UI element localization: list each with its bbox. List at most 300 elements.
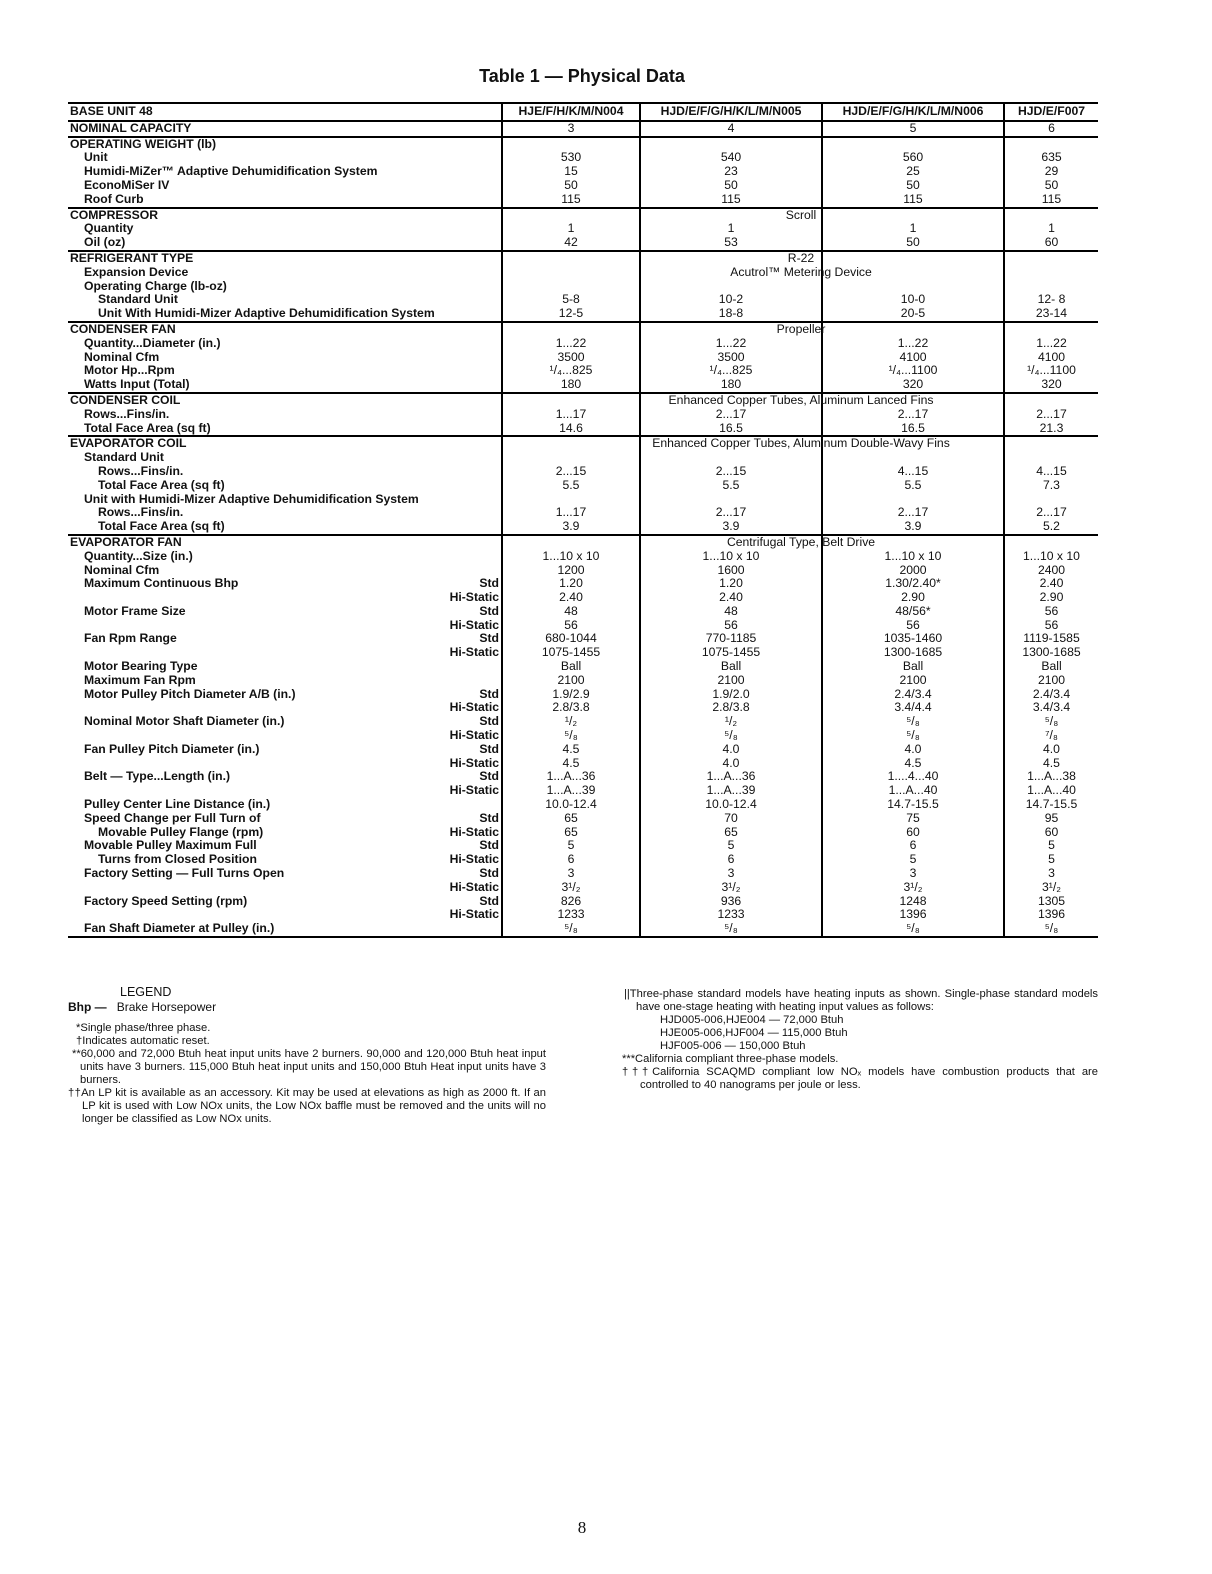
row-label: OPERATING WEIGHT (lb) <box>70 136 217 151</box>
cell-value: 1...22 <box>897 335 929 350</box>
footnote-list-item: HJD005-006,HJE004 — 72,000 Btuh <box>660 1014 844 1026</box>
header-col-004: HJE/F/H/K/M/N004 <box>502 103 640 121</box>
spanning-value: Enhanced Copper Tubes, Aluminum Double-Wavy Fins <box>652 436 950 451</box>
cell-value: 1...A...39 <box>546 783 596 798</box>
cell-value: 4.5 <box>904 755 922 770</box>
row-label: Hi-Static <box>449 590 499 605</box>
row-label: Rows...Fins/in. <box>98 505 184 520</box>
row-label: Motor Hp...Rpm <box>84 363 175 378</box>
cell-value: 115 <box>903 191 923 206</box>
cell-value: 50 <box>564 177 578 192</box>
value-cell <box>640 535 822 937</box>
cell-value: Ball <box>560 659 582 674</box>
row-label: Operating Charge (lb-oz) <box>84 278 227 293</box>
cell-value: 1 <box>727 221 735 236</box>
row-label: REFRIGERANT TYPE <box>70 250 194 265</box>
row-label: Hi-Static <box>449 617 499 632</box>
cell-value: 14.7-15.5 <box>1025 797 1078 812</box>
cell-value: 1 <box>567 221 575 236</box>
row-label: COMPRESSOR <box>70 207 159 222</box>
row-label: Expansion Device <box>84 264 189 279</box>
cell-value: 3 <box>567 866 575 881</box>
cell-value: 53 <box>724 235 738 250</box>
cell-value: 3 <box>909 866 917 881</box>
cell-value: 2100 <box>1037 672 1066 687</box>
value-cell <box>502 137 640 208</box>
cell-value: 4...15 <box>897 463 929 478</box>
right-notes-block <box>622 988 1098 1092</box>
footnote-list-item: HJE005-006,HJF004 — 115,000 Btuh <box>660 1027 848 1039</box>
cell-value: 15 <box>564 164 578 179</box>
row-label: Nominal Cfm <box>84 349 160 364</box>
cell-value: ⁵/₈ <box>724 728 738 743</box>
footnote: †Indicates automatic reset. <box>76 1035 210 1047</box>
cell-value: 50 <box>1044 177 1059 192</box>
cell-value: ⁵/₈ <box>1044 921 1059 936</box>
cell-value: 65 <box>724 824 738 839</box>
cell-value: 1 <box>1048 221 1055 236</box>
row-label: Oil (oz) <box>84 235 126 250</box>
cell-value: 29 <box>1044 164 1059 179</box>
cell-value: 2400 <box>1037 562 1066 577</box>
cell-value: 5.5 <box>722 477 740 492</box>
row-label: Fan Rpm Range Std <box>84 631 499 646</box>
cell-value: 1300-1685 <box>1022 645 1081 660</box>
spanning-value: R-22 <box>787 250 815 265</box>
row-label-cell <box>68 436 502 535</box>
row-label-cell <box>68 322 502 393</box>
cell-value: 1 <box>909 221 917 236</box>
cell-value: ⁵/₈ <box>564 728 578 743</box>
cell-value: 5 <box>1048 852 1055 867</box>
cell-value: ¹/₄...1100 <box>1027 363 1076 378</box>
cell-value <box>1007 451 1096 465</box>
cell-value: 10-2 <box>718 292 744 307</box>
spanning-value: Scroll <box>785 207 817 222</box>
cell-value <box>505 493 637 507</box>
cell-value: ¹/₂ <box>724 714 738 729</box>
cell-value: 1.20 <box>719 576 743 591</box>
row-label: Motor Bearing Type <box>84 659 198 674</box>
cell-value: 1075-1455 <box>701 645 761 660</box>
cell-value: 50 <box>906 177 920 192</box>
row-label: Unit <box>84 150 108 165</box>
cell-value: ⁵/₈ <box>906 728 920 743</box>
cell-value: 16.5 <box>719 420 743 435</box>
cell-value <box>505 138 637 152</box>
cell-value: 2.8/3.8 <box>712 700 750 715</box>
value-cell <box>1004 535 1098 937</box>
cell-value <box>825 280 1001 294</box>
row-label-cell <box>68 393 502 436</box>
cell-value: 1...10 x 10 <box>702 548 760 563</box>
cell-value: 4100 <box>1037 349 1066 364</box>
cell-value: 1.9/2.0 <box>712 686 750 701</box>
cell-value: 56 <box>564 617 578 632</box>
cell-value: 3500 <box>557 349 585 364</box>
cell-value: 2100 <box>717 672 745 687</box>
cell-value: 1...22 <box>715 335 747 350</box>
footnote: ††An LP kit is available as an accessory. Kit may be used at elevations as high as 2000 ft. If an LP kit is used with Low NOx units, the Low NOx baffle must be removed and the units will no longer be classified as Low NOx units. <box>68 1087 546 1125</box>
row-label: Rows...Fins/in. <box>98 463 184 478</box>
cell-value: 1....4...40 <box>887 769 939 784</box>
cell-value: 2.90 <box>1039 590 1064 605</box>
legend-block <box>68 986 546 1126</box>
table-row <box>68 322 1098 393</box>
cell-value: 5 <box>1048 838 1055 853</box>
cell-value: 56 <box>906 617 920 632</box>
cell-value: 4.0 <box>1043 741 1060 756</box>
cell-value: 95 <box>1044 810 1059 825</box>
row-label: Quantity...Size (in.) <box>84 548 193 563</box>
cell-value: ⁷/₈ <box>1045 728 1058 743</box>
row-label: Factory Setting — Full Turns Open Std <box>84 866 499 881</box>
cell-value: 2...17 <box>1036 505 1067 520</box>
cell-value: 180 <box>560 377 582 392</box>
cell-value: 56 <box>1044 617 1059 632</box>
spanning-value: Centrifugal Type, Belt Drive <box>726 534 876 549</box>
cell-value: 50 <box>724 177 738 192</box>
row-label: Factory Speed Setting (rpm) Std <box>84 893 499 908</box>
cell-value: 3¹/₂ <box>561 879 581 894</box>
cell-value: 23-14 <box>1035 306 1068 321</box>
cell-value <box>1007 493 1096 507</box>
cell-value: 2...17 <box>715 406 747 421</box>
page-number: 8 <box>577 1518 587 1537</box>
footnote: **60,000 and 72,000 Btuh heat input units have 2 burners. 90,000 and 120,000 Btuh heat input units have 3 burners. 115,000 Btuh heat input units and 150,000 Btuh Heat input units have 3 burners. <box>72 1048 546 1086</box>
cell-value: 6 <box>1048 120 1055 135</box>
table-header-row <box>68 103 1098 121</box>
cell-value: 5 <box>909 120 917 135</box>
cell-value: 2.40 <box>719 590 743 605</box>
row-label: Turns from Closed Position Hi-Static <box>98 852 499 867</box>
row-label: Watts Input (Total) <box>84 377 190 392</box>
cell-value: Ball <box>720 659 742 674</box>
cell-value: 2.40 <box>559 590 583 605</box>
value-cell <box>822 121 1004 137</box>
cell-value: 5.5 <box>904 477 922 492</box>
cell-value: 4...15 <box>1036 463 1067 478</box>
cell-value: 2.90 <box>901 590 925 605</box>
cell-value: 3.9 <box>562 519 580 534</box>
cell-value: 6 <box>909 838 917 853</box>
cell-value: 680-1044 <box>545 631 597 646</box>
value-cell <box>822 535 1004 937</box>
footnote: ***California compliant three-phase models. <box>622 1053 839 1065</box>
cell-value: 5.2 <box>1043 519 1060 534</box>
cell-value: 1...A...40 <box>1027 783 1076 798</box>
legend-abbr: Bhp — <box>68 1000 107 1014</box>
row-label: Motor Pulley Pitch Diameter A/B (in.) Std <box>84 686 499 701</box>
cell-value: 4.5 <box>562 741 580 756</box>
cell-value: 1...22 <box>555 335 587 350</box>
legend-abbr-def: Brake Horsepower <box>116 1000 217 1014</box>
cell-value: 60 <box>1044 235 1059 250</box>
cell-value: 1075-1455 <box>541 645 601 660</box>
cell-value: 56 <box>1044 603 1059 618</box>
cell-value: 5 <box>909 852 917 867</box>
cell-value: 115 <box>1041 191 1062 206</box>
value-cell <box>502 321 826 393</box>
row-label: Unit with Humidi-Mizer Adaptive Dehumidification System <box>84 491 419 506</box>
cell-value: ⁵/₈ <box>906 921 920 936</box>
cell-value: 1305 <box>1037 893 1066 908</box>
cell-value <box>505 451 637 465</box>
cell-value: 3 <box>1048 866 1055 881</box>
row-label: Motor Frame Size Std <box>84 603 499 618</box>
cell-value: 540 <box>720 150 742 165</box>
cell-value: 12- 8 <box>1037 292 1066 307</box>
header-col-007: HJD/E/F007 <box>1004 103 1098 121</box>
cell-value <box>825 493 1001 507</box>
row-label: Hi-Static <box>449 907 499 922</box>
table-row <box>68 251 1098 322</box>
cell-value: 1...A...38 <box>1027 769 1076 784</box>
cell-value: 5 <box>567 838 575 853</box>
cell-value <box>1007 280 1096 294</box>
cell-value: 1396 <box>899 907 927 922</box>
footnote: *Single phase/three phase. <box>76 1022 211 1034</box>
cell-value: 635 <box>1041 150 1062 165</box>
row-label: EVAPORATOR FAN <box>70 534 182 549</box>
cell-value: 770-1185 <box>705 631 757 646</box>
cell-value: 3.4/3.4 <box>1032 700 1071 715</box>
cell-value: ⁵/₈ <box>906 714 920 729</box>
cell-value <box>643 138 819 152</box>
cell-value: 1...A...40 <box>888 783 938 798</box>
cell-value: 1248 <box>899 893 927 908</box>
table-row <box>68 137 1098 208</box>
cell-value: 1...17 <box>555 406 587 421</box>
cell-value: 48/56* <box>895 603 931 618</box>
cell-value: 1300-1685 <box>883 645 943 660</box>
physical-data-table <box>68 102 1098 938</box>
cell-value: 1...A...39 <box>706 783 756 798</box>
cell-value: 320 <box>1041 377 1062 392</box>
cell-value: 1.9/2.9 <box>552 686 590 701</box>
cell-value: 65 <box>564 824 578 839</box>
cell-value: 5 <box>727 838 735 853</box>
cell-value: Ball <box>1041 659 1062 674</box>
cell-value: 115 <box>561 191 581 206</box>
cell-value: 320 <box>902 377 924 392</box>
cell-value: 1.30/2.40* <box>885 576 941 591</box>
row-label: Belt — Type...Length (in.) Std <box>84 769 499 784</box>
cell-value: 12-5 <box>558 306 584 321</box>
cell-value: 115 <box>721 191 741 206</box>
cell-value: 560 <box>902 150 924 165</box>
value-cell <box>502 121 640 137</box>
cell-value <box>825 138 1001 152</box>
spanning-value: Acutrol™ Metering Device <box>730 264 872 279</box>
cell-value: 2.8/3.8 <box>552 700 590 715</box>
row-label: Nominal Cfm <box>84 562 160 577</box>
row-label: Hi-Static <box>449 755 499 770</box>
cell-value: 3.9 <box>904 519 922 534</box>
cell-value: 70 <box>724 810 738 825</box>
cell-value: 1...10 x 10 <box>884 548 942 563</box>
cell-value: 2000 <box>899 562 927 577</box>
row-label: Unit With Humidi-Mizer Adaptive Dehumidification System <box>98 306 435 321</box>
cell-value <box>643 451 819 465</box>
cell-value: 1233 <box>717 907 745 922</box>
cell-value: 2100 <box>557 672 585 687</box>
cell-value: 2...15 <box>555 463 587 478</box>
cell-value: 1...10 x 10 <box>542 548 600 563</box>
cell-value: 3¹/₂ <box>1042 879 1061 894</box>
value-cell <box>1004 121 1098 137</box>
row-label: NOMINAL CAPACITY <box>70 120 192 135</box>
cell-value <box>825 451 1001 465</box>
cell-value: 1200 <box>557 562 585 577</box>
row-label-cell <box>68 208 502 251</box>
footnote: ||Three-phase standard models have heating inputs as shown. Single-phase standard models have one-stage heating with heating input values as follows: <box>624 988 1098 1013</box>
cell-value: 10.0-12.4 <box>545 797 597 812</box>
cell-value: 3500 <box>717 349 745 364</box>
header-col-005: HJD/E/F/G/H/K/L/M/N005 <box>640 103 822 121</box>
header-base-unit: BASE UNIT 48 <box>68 103 502 121</box>
cell-value: ¹/₄...1100 <box>888 363 938 378</box>
cell-value: 180 <box>720 377 742 392</box>
cell-value: 4.0 <box>904 741 922 756</box>
row-label: Quantity <box>84 221 134 236</box>
value-cell <box>640 137 822 208</box>
table-row <box>68 121 1098 137</box>
row-label: Hi-Static <box>449 728 499 743</box>
row-label: Speed Change per Full Turn of Std <box>84 810 499 825</box>
cell-value: 2...15 <box>715 463 747 478</box>
cell-value: 18-8 <box>718 306 744 321</box>
cell-value: 1...22 <box>1036 335 1067 350</box>
row-label: CONDENSER COIL <box>70 392 181 407</box>
legend-heading: LEGEND <box>120 985 172 999</box>
row-label: Movable Pulley Flange (rpm) Hi-Static <box>98 824 499 839</box>
cell-value <box>505 280 637 294</box>
cell-value: 4.0 <box>722 755 740 770</box>
cell-value: 3 <box>567 120 575 135</box>
cell-value: 56 <box>724 617 738 632</box>
row-label: EconoMiSer IV <box>84 177 170 192</box>
cell-value: 1...A...36 <box>546 769 596 784</box>
row-label: Maximum Fan Rpm <box>84 672 196 687</box>
table-row <box>68 535 1098 937</box>
cell-value: 3.4/4.4 <box>894 700 932 715</box>
table-title: Table 1 — Physical Data <box>479 66 685 86</box>
row-label: Total Face Area (sq ft) <box>84 420 211 435</box>
row-label: Hi-Static <box>449 783 499 798</box>
row-label: Pulley Center Line Distance (in.) <box>84 797 271 812</box>
value-cell <box>822 137 1004 208</box>
row-label: Movable Pulley Maximum Full Std <box>84 838 499 853</box>
cell-value: 5.5 <box>562 477 580 492</box>
row-label: CONDENSER FAN <box>70 321 176 336</box>
cell-value: 4100 <box>899 349 927 364</box>
header-col-006: HJD/E/F/G/H/K/L/M/N006 <box>822 103 1004 121</box>
cell-value: ⁵/₈ <box>1044 714 1059 729</box>
cell-value: 60 <box>1044 824 1059 839</box>
row-label: EVAPORATOR COIL <box>70 436 187 451</box>
row-label: Hi-Static <box>449 700 499 715</box>
row-label-cell <box>68 251 502 322</box>
table-row <box>68 436 1098 535</box>
cell-value: 1233 <box>557 907 585 922</box>
row-label: Quantity...Diameter (in.) <box>84 335 221 350</box>
spanning-value: Enhanced Copper Tubes, Aluminum Lanced Fins <box>668 392 934 407</box>
cell-value: 3 <box>727 866 735 881</box>
cell-value: 3.9 <box>722 519 740 534</box>
cell-value: 48 <box>724 603 738 618</box>
cell-value: 60 <box>906 824 920 839</box>
cell-value: 42 <box>564 235 578 250</box>
cell-value: ⁵/₈ <box>724 921 738 936</box>
cell-value: 65 <box>564 810 578 825</box>
cell-value: 4.5 <box>1043 755 1060 770</box>
cell-value: 1396 <box>1037 907 1066 922</box>
row-label: Roof Curb <box>84 191 144 206</box>
cell-value: 48 <box>564 603 578 618</box>
cell-value: 530 <box>560 150 582 165</box>
cell-value: 50 <box>906 235 920 250</box>
table-row <box>68 208 1098 251</box>
cell-value: 16.5 <box>901 420 925 435</box>
cell-value: 1...10 x 10 <box>1023 548 1080 563</box>
row-label-cell <box>68 535 502 937</box>
cell-value: 4 <box>727 120 735 135</box>
cell-value: 10.0-12.4 <box>705 797 757 812</box>
cell-value: 6 <box>727 852 735 867</box>
cell-value: 1...A...36 <box>706 769 756 784</box>
cell-value: 2...17 <box>715 505 747 520</box>
cell-value: 3¹/₂ <box>903 879 923 894</box>
cell-value: 1119-1585 <box>1023 631 1080 646</box>
cell-value: 20-5 <box>900 306 926 321</box>
row-label: Fan Shaft Diameter at Pulley (in.) <box>84 921 275 936</box>
cell-value: 75 <box>906 810 920 825</box>
cell-value: 14.6 <box>559 420 583 435</box>
row-label: Hi-Static <box>449 645 499 660</box>
cell-value: 2...17 <box>1036 406 1067 421</box>
value-cell <box>1004 137 1098 208</box>
cell-value: 936 <box>720 893 742 908</box>
cell-value: ¹/₂ <box>564 714 578 729</box>
cell-value: ¹/₄...825 <box>709 363 753 378</box>
footnote-list-item: HJF005-006 — 150,000 Btuh <box>660 1040 806 1052</box>
cell-value: 826 <box>560 893 582 908</box>
cell-value: Ball <box>902 659 924 674</box>
cell-value: 23 <box>724 164 738 179</box>
cell-value: 21.3 <box>1039 420 1064 435</box>
value-cell <box>640 121 822 137</box>
row-label: Total Face Area (sq ft) <box>98 477 225 492</box>
cell-value: 2...17 <box>897 406 929 421</box>
cell-value: 1600 <box>717 562 745 577</box>
cell-value: 4.5 <box>562 755 580 770</box>
row-label: Hi-Static <box>449 879 499 894</box>
row-label-cell <box>68 121 502 137</box>
cell-value: 14.7-15.5 <box>887 797 939 812</box>
row-label: Nominal Motor Shaft Diameter (in.) Std <box>84 714 499 729</box>
row-label: Standard Unit <box>98 292 178 307</box>
row-label-cell <box>68 137 502 208</box>
cell-value: 5-8 <box>562 292 580 307</box>
cell-value: 2...17 <box>897 505 929 520</box>
cell-value <box>643 280 819 294</box>
row-label: Humidi-MiZer™ Adaptive Dehumidification System <box>84 164 378 179</box>
footnote: †††California SCAQMD compliant low NOₓ models have combustion products that are controlled to 40 nanograms per joule or less. <box>622 1066 1098 1091</box>
cell-value: 6 <box>567 852 575 867</box>
cell-value <box>643 493 819 507</box>
cell-value: ¹/₄...825 <box>549 363 593 378</box>
